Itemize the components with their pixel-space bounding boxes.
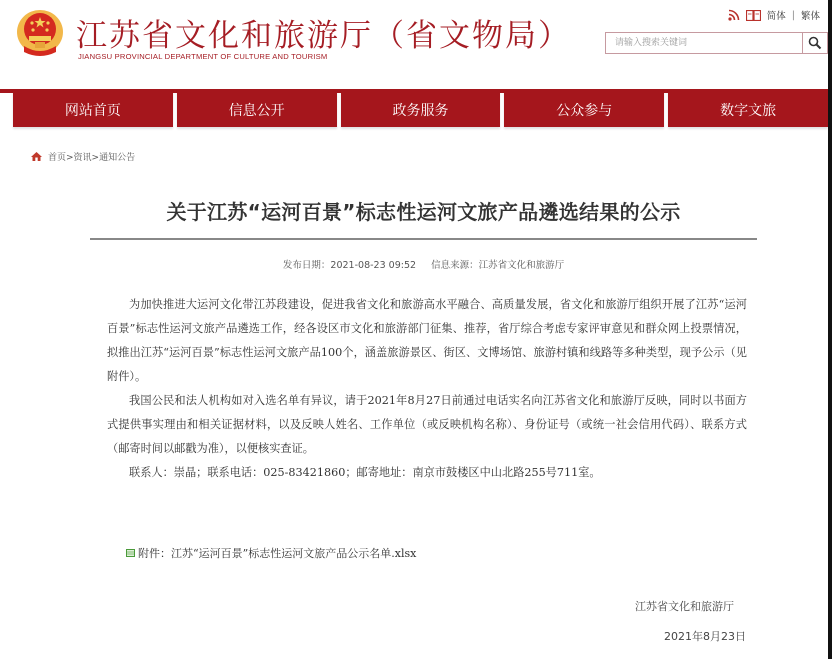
search-box — [605, 32, 828, 54]
nav-item-public-participation[interactable]: 公众参与 — [504, 89, 664, 127]
nav-item-digital-tourism[interactable]: 数字文旅 — [668, 89, 828, 127]
search-icon — [808, 36, 822, 50]
search-button[interactable] — [802, 33, 827, 53]
site-subtitle: JIANGSU PROVINCIAL DEPARTMENT OF CULTURE AND TOURISM — [78, 52, 328, 61]
book-icon[interactable] — [746, 10, 761, 21]
home-icon — [31, 152, 42, 161]
title-divider — [90, 238, 757, 240]
nav-item-government-services[interactable]: 政务服务 — [341, 89, 501, 127]
simplified-chinese-link[interactable]: 简体 — [766, 11, 786, 22]
info-source: 信息来源：江苏省文化和旅游厅 — [431, 260, 565, 271]
search-input[interactable] — [606, 33, 802, 53]
paragraph-intro: 为加快推进大运河文化带江苏段建设，促进我省文化和旅游高水平融合、高质量发展，省文化和旅游厅组织开展了江苏“运河百景”标志性运河文旅产品遴选工作，经各设区市文化和旅游部门征集、推荐，省厅综合考虑专家评审意见和群众网上投票情况，拟推出江苏“运河百景”标志性运河文旅产品100个，涵盖旅游景区、街区、文博场馆、旅游村镇和线路等多种类型，现予公示（见附件）。 — [107, 298, 747, 383]
signature-org: 江苏省文化和旅游厅 — [635, 600, 734, 613]
xlsx-file-icon — [126, 549, 135, 557]
traditional-chinese-link[interactable]: 繁体 — [800, 11, 820, 22]
site-title: 江苏省文化和旅游厅（省文物局） — [76, 18, 571, 54]
paragraph-objection: 我国公民和法人机构如对入选名单有异议，请于2021年8月27日前通过电话实名向江苏省文化和旅游厅反映，同时以书面方式提供事实理由和相关证据材料，以及反映人姓名、工作单位（或反映机构名称）、身份证号（或统一社会信用代码）、联系方式（邮寄时间以邮戳为准），以便核实查证。 — [107, 394, 747, 455]
window-edge — [828, 0, 832, 659]
breadcrumb — [31, 150, 135, 163]
paragraph-contact: 联系人：崇晶；联系电话：025-83421860；邮寄地址：南京市鼓楼区中山北路255号711室。 — [129, 466, 601, 479]
lang-separator: | — [791, 9, 795, 21]
nav-item-home[interactable]: 网站首页 — [13, 89, 173, 127]
site-header — [0, 0, 828, 89]
nav-item-info-disclosure[interactable]: 信息公开 — [177, 89, 337, 127]
article-meta — [90, 257, 757, 271]
national-emblem-icon — [15, 8, 65, 60]
publish-date: 发布日期：2021-08-23 09:52 — [282, 260, 417, 271]
signature-date: 2021年8月23日 — [664, 630, 746, 643]
breadcrumb-path[interactable]: 首页>资讯>通知公告 — [48, 153, 136, 163]
rss-icon[interactable] — [728, 9, 740, 21]
article-body — [107, 293, 747, 485]
top-links — [728, 8, 820, 22]
attachment-link[interactable] — [126, 545, 416, 561]
article-title: 关于江苏“运河百景”标志性运河文旅产品遴选结果的公示 — [166, 200, 681, 224]
attachment-label[interactable]: 附件：江苏“运河百景”标志性运河文旅产品公示名单.xlsx — [138, 547, 417, 560]
main-nav — [13, 89, 828, 127]
